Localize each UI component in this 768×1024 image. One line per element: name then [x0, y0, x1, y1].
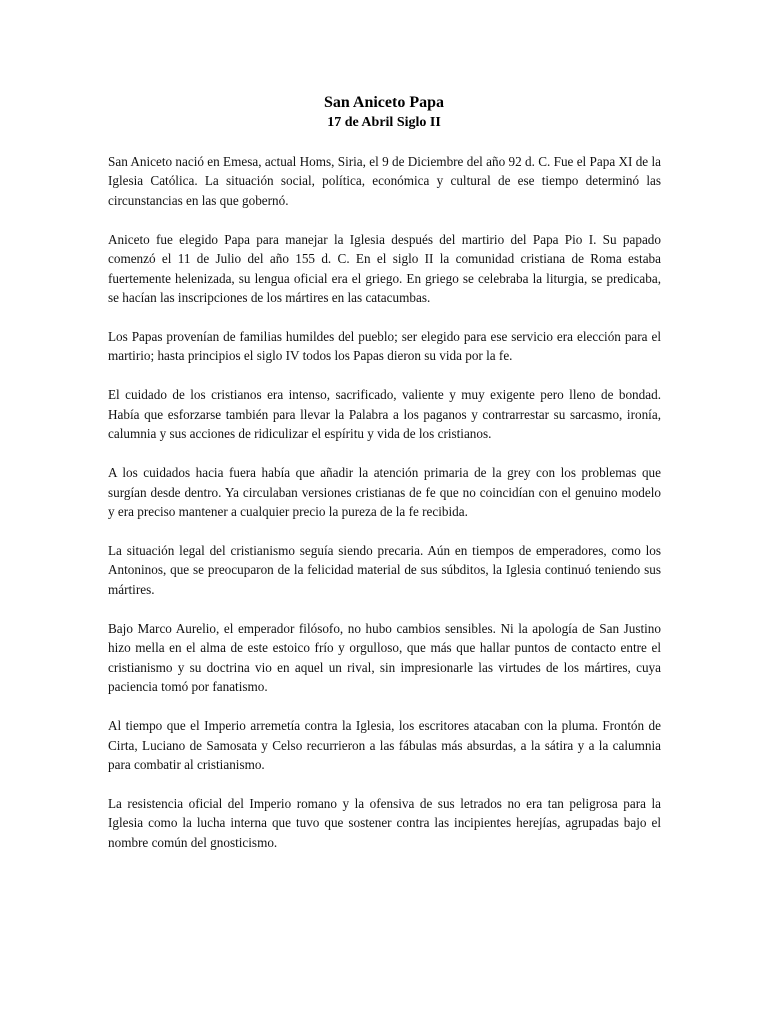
paragraph: A los cuidados hacia fuera había que añadir la atención primaria de la grey con los problemas que surgían desde dentro. Ya circulaban versiones cristianas de fe que no coincidían con el genuino modelo y era preciso mantener a cualquier precio la pureza de la fe recibida.: [108, 465, 661, 520]
paragraph: Los Papas provenían de familias humildes del pueblo; ser elegido para ese servicio era elección para el martirio; hasta principios el siglo IV todos los Papas dieron su vida por la fe.: [108, 329, 661, 364]
paragraph: El cuidado de los cristianos era intenso, sacrificado, valiente y muy exigente pero lleno de bondad. Había que esforzarse también para llevar la Palabra a los paganos y contrarrestar su sarcasmo, ironía, calumnia y sus acciones de ridiculizar el espíritu y vida de los cristianos.: [108, 387, 661, 442]
paragraph: Bajo Marco Aurelio, el emperador filósofo, no hubo cambios sensibles. Ni la apología de San Justino hizo mella en el alma de este estoico frío y orgulloso, que más que hallar puntos de contacto entre el cristianismo y su doctrina vio en aquel un rival, sin impresionarle las virtudes de los mártires, cuya paciencia tomó por fanatismo.: [108, 620, 661, 695]
paragraph: Aniceto fue elegido Papa para manejar la Iglesia después del martirio del Papa Pio I. Su papado comenzó el 11 de Julio del año 155 d. C. En el siglo II la comunidad cristiana de Roma estaba fuertemente helenizada, su lengua oficial era el griego. En griego se celebraba la liturgia, se predicaba, se hacían las inscripciones de los mártires en las catacumbas.: [108, 231, 661, 306]
paragraph: La situación legal del cristianismo seguía siendo precaria. Aún en tiempos de emperadores, como los Antoninos, que se preocuparon de la felicidad material de sus súbditos, la Iglesia continuó teniendo sus mártires.: [108, 543, 661, 597]
document-header: [0, 93, 768, 133]
document-title: San Aniceto Papa: [323, 94, 444, 111]
paragraph: La resistencia oficial del Imperio romano y la ofensiva de sus letrados no era tan peligrosa para la Iglesia como la lucha interna que tuvo que sostener contra las incipientes herejías, agrupadas bajo el nombre común del gnosticismo.: [108, 795, 661, 850]
paragraph: Al tiempo que el Imperio arremetía contra la Iglesia, los escritores atacaban con la pluma. Frontón de Cirta, Luciano de Samosata y Celso recurrieron a las fábulas más absurdas, a la sátira y a la calumnia para combatir al cristianismo.: [108, 718, 661, 772]
paragraph: San Aniceto nació en Emesa, actual Homs, Siria, el 9 de Diciembre del año 92 d. C. Fue el Papa XI de la Iglesia Católica. La situación social, política, económica y cultural de ese tiempo determinó las circunstancias en las que gobernó.: [108, 154, 661, 208]
document-body: [108, 152, 661, 872]
document-subtitle: 17 de Abril Siglo II: [327, 115, 441, 130]
